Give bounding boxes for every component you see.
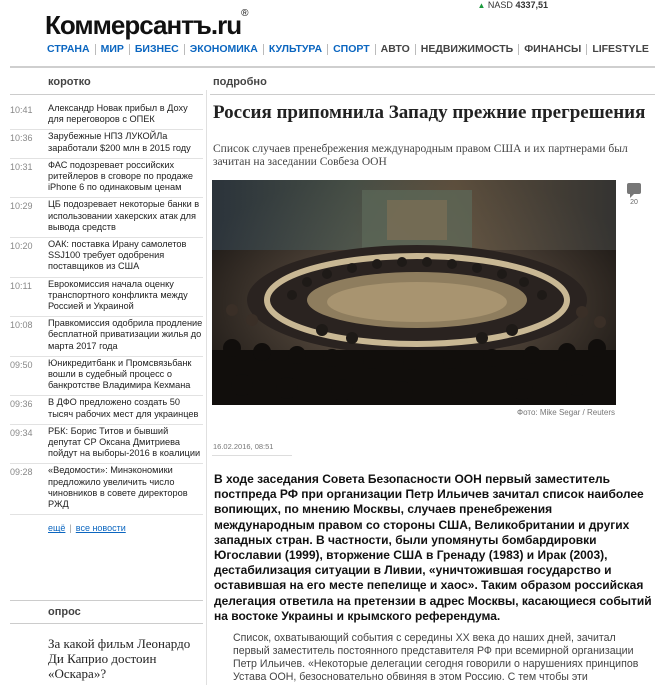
article-section-title: подробно <box>213 76 267 88</box>
news-time: 10:20 <box>10 241 33 252</box>
news-headline[interactable]: Еврокомиссия начала оценку транспортного конфликта между Россией и Украиной <box>48 278 188 312</box>
site-logo[interactable] <box>45 10 247 41</box>
left-section-title: коротко <box>48 76 91 88</box>
news-time: 10:08 <box>10 320 33 331</box>
nav-item-7[interactable]: АВТО <box>375 44 415 55</box>
un-security-council-photo <box>212 180 616 405</box>
news-time: 09:36 <box>10 399 33 410</box>
news-headline[interactable]: Юникредитбанк и Промсвязьбанк вошли в судебный процесс о банкротстве Владимира Кехмана <box>48 357 192 391</box>
logo-text: Коммерсантъ.ru <box>45 10 242 40</box>
date-rule <box>212 455 292 456</box>
news-time: 10:29 <box>10 201 33 212</box>
registered-mark: ® <box>241 8 248 19</box>
comments-count: 20 <box>630 199 638 206</box>
news-time: 09:50 <box>10 359 33 370</box>
poll-question[interactable]: За какой фильм Леонардо Ди Каприо достоин «Оскара»? <box>48 636 191 681</box>
nav-item-8[interactable]: НЕДВИЖИМОСТЬ <box>415 44 518 55</box>
news-item[interactable] <box>10 159 203 199</box>
nav-item-10[interactable]: LIFESTYLE <box>586 44 654 55</box>
feed-links <box>10 523 203 533</box>
news-item[interactable] <box>10 102 203 130</box>
nav-item-2[interactable]: МИР <box>95 44 129 55</box>
article-subhead: Список случаев пренебрежения международным правом США и их партнерами был зачитан на заседании Совбеза ООН <box>213 143 628 168</box>
news-headline[interactable]: Зарубежные НПЗ ЛУКОЙЛа заработали $200 млн в 2015 году <box>48 131 191 153</box>
news-time: 09:28 <box>10 467 33 478</box>
nav-item-1[interactable]: СТРАНА <box>47 43 90 55</box>
news-headline[interactable]: В ДФО предложено создать 50 тысяч рабочих мест для украинцев <box>48 397 199 419</box>
poll-section-title: опрос <box>48 606 81 618</box>
news-time: 10:11 <box>10 280 32 291</box>
nav-item-3[interactable]: БИЗНЕС <box>129 44 184 55</box>
more-news-link[interactable]: ещё <box>48 523 66 534</box>
comment-bubble-icon <box>627 183 641 194</box>
header-divider <box>10 66 655 68</box>
news-headline[interactable]: «Ведомости»: Минэкономики предложило увеличить число чиновников в совете директоров РЖД <box>48 465 188 510</box>
article-lead: В ходе заседания Совета Безопасности ООН первый заместитель постпреда РФ при организации Петр Ильичев зачитал список наиболее вопиющих, по мнению Москвы, случаев пренебрежения международным правом со стороны США, Великобритании и других западных стран. В частности, были упомянуты бомбардировки Югославии (1999), вторжение США в Гренаду (1983) и Ирак (2003), дестабилизация ситуации в Ливии, «уничтожившая государство и оставившая на его месте пепелище и хаос». Таким образом российская делегация ответила на претензии в адрес Москвы, касающиеся событий на востоке Украины и крымского референдума. <box>214 472 652 623</box>
article-headline: Россия припомнила Западу прежние прегрешения <box>213 102 646 123</box>
news-item[interactable] <box>10 464 203 515</box>
main-nav <box>42 44 654 55</box>
news-item[interactable] <box>10 278 203 318</box>
news-headline[interactable]: ФАС подозревает российских ритейлеров в сговоре по продаже iPhone 6 по одинаковым ценам <box>48 159 194 193</box>
article-photo[interactable] <box>212 180 616 405</box>
news-time: 10:31 <box>10 161 33 172</box>
photo-caption: Фото: Mike Segar / Reuters <box>517 408 615 417</box>
news-item[interactable] <box>10 198 203 238</box>
article-title-rule <box>210 94 655 95</box>
news-item[interactable] <box>10 317 203 357</box>
news-time: 10:36 <box>10 133 33 144</box>
news-list <box>10 102 203 515</box>
news-time: 10:41 <box>10 105 33 115</box>
news-item[interactable] <box>10 357 203 397</box>
article-body: Список, охватывающий события с середины XX века до наших дней, зачитал первый заместитель постоянного представителя РФ при всемирной организации Петр Ильичев. «Некоторые делегации сегодня говорили о нарушениях принципов Устава ООН, безосновательно обвиняя в этом Россию. С тем чтобы эти <box>233 632 639 683</box>
news-headline[interactable]: ЦБ подозревает некоторые банки в использовании хакерских атак для вывода средств <box>48 199 200 232</box>
nav-item-9[interactable]: ФИНАНСЫ <box>518 44 586 55</box>
left-title-rule <box>10 94 203 95</box>
news-time: 09:34 <box>10 427 33 438</box>
news-item[interactable] <box>10 396 203 424</box>
article-date: 16.02.2016, 08:51 <box>213 442 274 451</box>
stock-ticker[interactable] <box>477 0 548 10</box>
nav-item-4[interactable]: ЭКОНОМИКА <box>184 44 263 55</box>
link-separator: | <box>69 523 72 534</box>
column-divider <box>206 90 207 685</box>
news-headline[interactable]: РБК: Борис Титов и бывший депутат СР Оксана Дмитриева пойдут на выборы-2016 в коалиции <box>48 425 201 459</box>
news-item[interactable] <box>10 238 203 278</box>
news-headline[interactable]: Александр Новак прибыл в Доху для переговоров с ОПЕК <box>48 103 188 125</box>
news-item[interactable] <box>10 425 203 465</box>
news-headline[interactable]: ОАК: поставка Ирану самолетов SSJ100 требует одобрения поставщиков из США <box>48 239 187 272</box>
poll-top-rule <box>10 600 203 601</box>
news-feed <box>10 102 203 533</box>
comments-counter[interactable] <box>626 183 642 206</box>
ticker-value: 4337,51 <box>515 0 548 10</box>
all-news-link[interactable]: все новости <box>75 523 126 534</box>
nav-item-5[interactable]: КУЛЬТУРА <box>263 44 327 55</box>
news-item[interactable] <box>10 130 203 158</box>
nav-item-6[interactable]: СПОРТ <box>327 44 375 55</box>
poll-title-rule <box>10 623 203 624</box>
news-headline[interactable]: Правкомиссия одобрила продление бесплатной приватизации жилья до марта 2017 года <box>48 318 203 351</box>
ticker-name: NASD <box>487 0 513 10</box>
arrow-up-icon: ▲ <box>477 1 486 10</box>
